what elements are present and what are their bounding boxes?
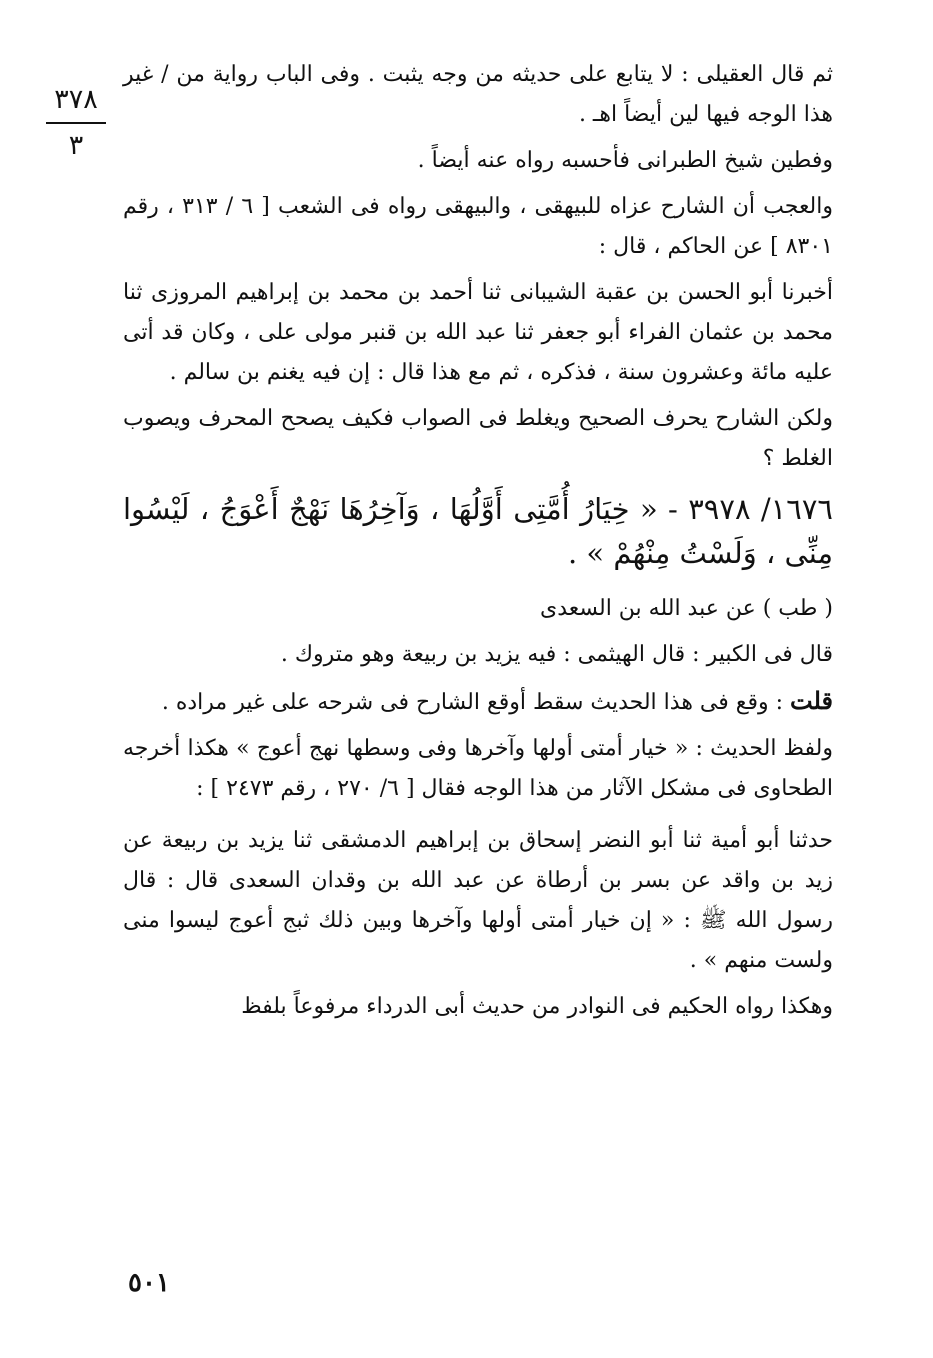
page-number: ٥٠١ bbox=[128, 1268, 170, 1298]
qultu-text: : وقع فى هذا الحديث سقط أوقع الشارح فى شرحه على غير مراده . bbox=[161, 690, 791, 715]
paragraph-isnad-hakim: أخبرنا أبو الحسن بن عقبة الشيبانى ثنا أحمد بن محمد بن إبراهيم المروزى ثنا محمد بن عثمان الفراء أبو جعفر ثنا عبد الله بن قنبر مولى على ، وكان قد أتى عليه مائة وعشرون سنة ، فذكره ، ثم مع هذا قال : إن فيه يغنم بن سالم . bbox=[123, 280, 833, 385]
paragraph-critique: ولكن الشارح يحرف الصحيح ويغلط فى الصواب فكيف يصحح المحرف ويصوب الغلط ؟ bbox=[123, 406, 833, 471]
paragraph-kabir: قال فى الكبير : قال الهيثمى : فيه يزيد بن ربيعة وهو متروك . bbox=[280, 642, 833, 667]
main-text-column bbox=[123, 55, 833, 1033]
paragraph-bayhaqi: والعجب أن الشارح عزاه للبيهقى ، والبيهقى رواه فى الشعب [ ٦ / ٣١٣ ، رقم ٨٣٠١ ] عن الحاكم ، قال : bbox=[123, 194, 833, 259]
marginal-reference bbox=[40, 84, 112, 163]
marginal-reference-bottom: ٣ bbox=[68, 130, 84, 162]
paragraph-tahawi-isnad: حدثنا أبو أمية ثنا أبو النضر إسحاق بن إبراهيم الدمشقى ثنا يزيد بن ربيعة عن زيد بن واقد عن بسر بن أرطاة عن عبد الله بن وقدان السعدى قال : قال رسول الله ﷺ : « إن خيار أمتى أولها وآخرها وبين ذلك ثبج أعوج ليسوا منى ولست منهم » . bbox=[123, 828, 833, 973]
hadith-text: ١٦٧٦/ ٣٩٧٨ - « خِيَارُ أُمَّتِى أَوَّلُهَا ، وَآخِرُهَا نَهْجٌ أَعْوَجُ ، لَيْسُوا مِنِّى ، وَلَسْتُ مِنْهُمْ » . bbox=[123, 492, 833, 570]
paragraph-lafz: ولفظ الحديث : « خيار أمتى أولها وآخرها وفى وسطها نهج أعوج » هكذا أخرجه الطحاوى فى مشكل الآثار من هذا الوجه فقال [ ٦/ ٢٧٠ ، رقم ٢٤٧٣ ] : bbox=[123, 736, 833, 801]
paragraph-uqayli: ثم قال العقيلى : لا يتابع على حديثه من وجه يثبت . وفى الباب رواية من / غير هذا الوجه فيها لين أيضاً اهـ . bbox=[123, 62, 833, 127]
paragraph-qultu bbox=[123, 681, 833, 723]
marginal-reference-top: ٣٧٨ bbox=[54, 84, 98, 115]
paragraph-hakim-nawadir: وهكذا رواه الحكيم فى النوادر من حديث أبى الدرداء مرفوعاً بلفظ bbox=[241, 994, 833, 1019]
hadith-source: ( طب ) عن عبد الله بن السعدى bbox=[539, 596, 833, 621]
qultu-label: قلت bbox=[790, 686, 833, 715]
marginal-reference-rule bbox=[46, 122, 106, 124]
paragraph-fatin: وفطين شيخ الطبرانى فأحسبه رواه عنه أيضاً . bbox=[417, 148, 833, 173]
